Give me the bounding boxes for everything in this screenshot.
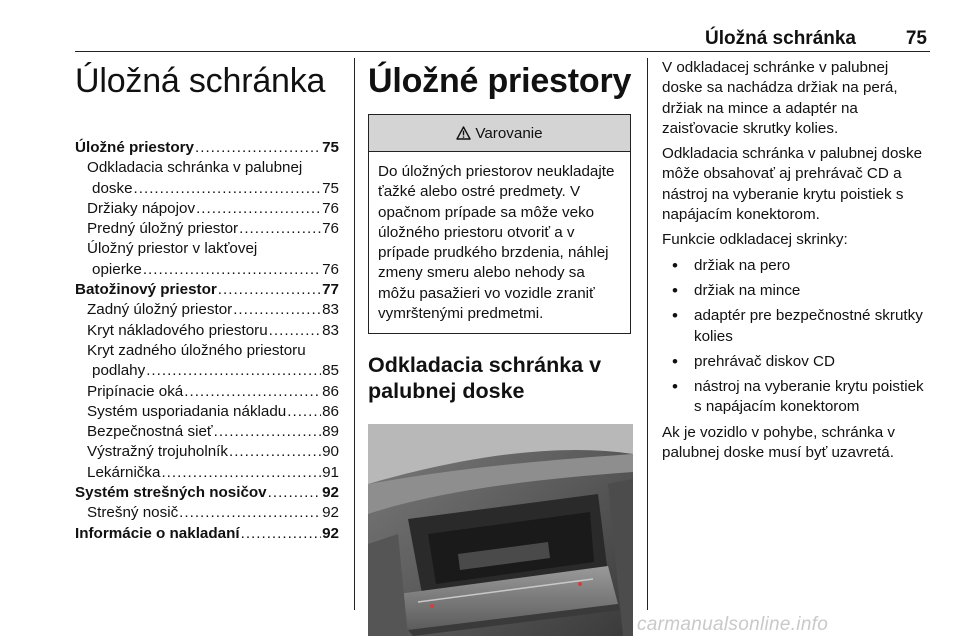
toc-entry-warning-triangle[interactable]: Výstražný trojuholník ..... 90 bbox=[75, 442, 339, 462]
column-divider bbox=[647, 58, 648, 610]
toc-entry-front-storage[interactable]: Predný úložný priestor ..... 76 bbox=[75, 219, 339, 239]
warning-text: Do úložných priestorov neukladajte ťažké alebo ostré predmety. V opačnom prípade sa môže veko úložného priestoru otvoriť a v prípade prudkého brzdenia, náhlej zmeny smeru alebo nehody sa môžu pasažieri vo vozidle zraniť vymrštenými predmetmi. bbox=[378, 163, 615, 323]
toc-entry-load-management[interactable]: Systém usporiadania nákladu ..... 86 bbox=[75, 402, 339, 422]
toc-entry-loading-information[interactable]: Informácie o nakladaní ..... 92 bbox=[75, 524, 339, 544]
warning-triangle-icon bbox=[456, 126, 471, 140]
list-item: • prehrávač diskov CD bbox=[662, 352, 930, 372]
toc-entry-roof-rack-system[interactable]: Systém strešných nosičov ..... 92 bbox=[75, 483, 339, 503]
warning-box bbox=[368, 114, 631, 334]
toc-entry-rear-storage[interactable]: Zadný úložný priestor ..... 83 bbox=[75, 300, 339, 320]
section-column bbox=[368, 58, 633, 636]
body-column bbox=[662, 58, 930, 468]
toc-entry-rear-floor-cover[interactable]: Kryt zadného úložného priestoru podlahy ..... 85 bbox=[75, 341, 339, 382]
toc-entry-safety-net[interactable]: Bezpečnostná sieť ..... 89 bbox=[75, 422, 339, 442]
paragraph-3: Funkcie odkladacej skrinky: bbox=[662, 231, 848, 249]
toc-entry-first-aid-kit[interactable]: Lekárnička ..... 91 bbox=[75, 463, 339, 483]
features-list bbox=[662, 256, 930, 418]
list-item: • adaptér pre bezpečnostné skrutky kolies bbox=[662, 306, 930, 347]
toc-entry-lashing-eyes[interactable]: Pripínacie oká ..... 86 bbox=[75, 382, 339, 402]
table-of-contents bbox=[75, 138, 339, 544]
paragraph-4: Ak je vozidlo v pohybe, schránka v palubnej doske musí byť uzavretá. bbox=[662, 423, 895, 462]
toc-entry-roof-rack[interactable]: Strešný nosič ..... 92 bbox=[75, 503, 339, 523]
warning-title: Varovanie bbox=[475, 124, 543, 142]
toc-entry-storage-compartments[interactable]: Úložné priestory ..... 75 bbox=[75, 138, 339, 158]
list-item: • držiak na mince bbox=[662, 281, 930, 301]
list-item: • nástroj na vyberanie krytu poistiek s napájacím konektorom bbox=[662, 377, 930, 418]
toc-column bbox=[75, 58, 339, 544]
section-title: Úložné priestory bbox=[368, 62, 632, 100]
running-title: Úložná schránka bbox=[705, 28, 856, 49]
page-number: 75 bbox=[905, 28, 927, 49]
toc-entry-cupholders[interactable]: Držiaky nápojov ..... 76 bbox=[75, 199, 339, 219]
page-header bbox=[75, 26, 930, 52]
list-item: • držiak na pero bbox=[662, 256, 930, 276]
chapter-title: Úložná schránka bbox=[75, 62, 326, 100]
watermark: carmanualsonline.info bbox=[637, 614, 829, 635]
paragraph-1: V odkladacej schránke v palubnej doske sa nachádza držiak na perá, držiak na mince a adaptér na zaisťovacie skrutky kolies. bbox=[662, 59, 898, 137]
glovebox-photo bbox=[368, 424, 633, 636]
warning-header bbox=[369, 115, 630, 152]
subsection-title: Odkladacia schránka v palubnej doske bbox=[368, 353, 602, 404]
toc-entry-armrest-storage[interactable]: Úložný priestor v lakťovej opierke ..... 76 bbox=[75, 239, 339, 280]
paragraph-2: Odkladacia schránka v palubnej doske môže obsahovať aj prehrávač CD a nástroj na vyberanie krytu poistiek s napájacím konektorom. bbox=[662, 145, 923, 224]
column-divider bbox=[354, 58, 355, 610]
toc-entry-load-compartment[interactable]: Batožinový priestor ..... 77 bbox=[75, 280, 339, 300]
toc-entry-glovebox[interactable]: Odkladacia schránka v palubnej doske ..... 75 bbox=[75, 158, 339, 199]
toc-entry-load-cover[interactable]: Kryt nákladového priestoru ..... 83 bbox=[75, 321, 339, 341]
